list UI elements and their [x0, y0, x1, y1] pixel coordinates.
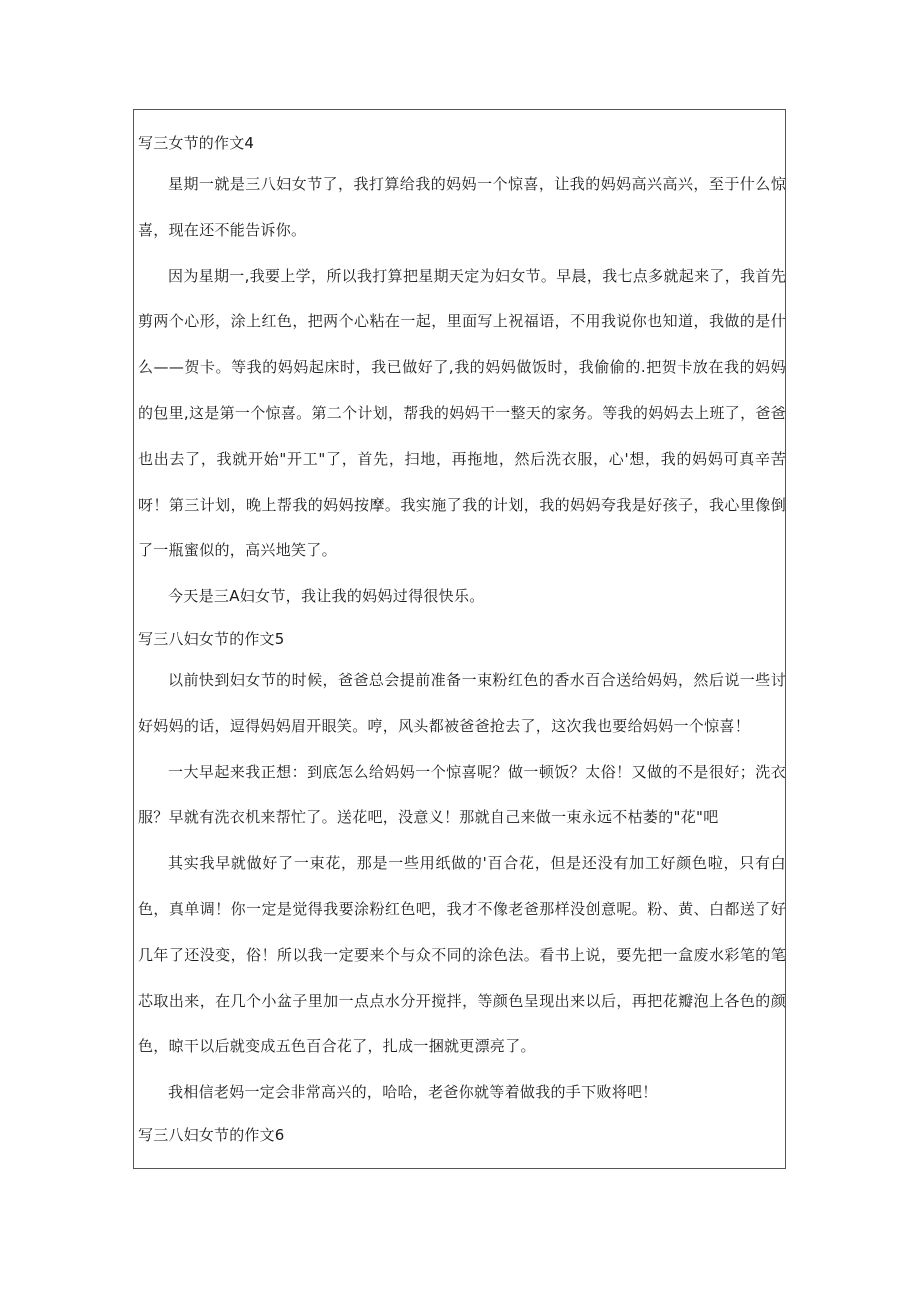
paragraph: 以前快到妇女节的时候，爸爸总会提前准备一束粉红色的香水百合送给妈妈，然后说一些讨好妈妈的话，逗得妈妈眉开眼笑。哼，风头都被爸爸抢去了，这次我也要给妈妈一个惊喜！: [138, 670, 786, 735]
document-body: [136, 124, 786, 1154]
section-heading: 写三八妇女节的作文6: [138, 1125, 285, 1144]
section-heading: 写三女节的作文4: [138, 134, 255, 152]
paragraph: 星期一就是三八妇女节了，我打算给我的妈妈一个惊喜，让我的妈妈高兴高兴，至于什么惊喜，现在还不能告诉你。: [138, 175, 786, 239]
paragraph: 今天是三A妇女节，我让我的妈妈过得很快乐。: [168, 587, 485, 606]
paragraph: 其实我早就做好了一束花，那是一些用纸做的'百合花，但是还没有加工好颜色啦，只有白色，真单调！你一定是觉得我要涂粉红色吧，我才不像老爸那样没创意呢。粉、黄、白都送了好几年了还没变，俗！所以我一定要来个与众不同的涂色法。看书上说，要先把一盒废水彩笔的笔芯取出来，在几个小盆子里加一点点水分开搅拌，等颜色呈现出来以后，再把花瓣泡上各色的颜色，晾干以后就变成五色百合花了，扎成一捆就更漂亮了。: [138, 854, 786, 1056]
section-heading: 写三八妇女节的作文5: [138, 629, 285, 648]
paragraph: 因为星期一,我要上学，所以我打算把星期天定为妇女节。早晨，我七点多就起来了，我首先剪两个心形，涂上红色，把两个心粘在一起，里面写上祝福语，不用我说你也知道，我做的是什么——贺卡。等我的妈妈起床时，我已做好了,我的妈妈做饭时，我偷偷的.把贺卡放在我的妈妈的包里,这是第一个惊喜。第二个计划，帮我的妈妈干一整天的家务。等我的妈妈去上班了，爸爸也出去了，我就开始"开工"了，首先，扫地，再拖地，然后洗衣服，心'想，我的妈妈可真辛苦呀！第三计划，晚上帮我的妈妈按摩。我实施了我的计划，我的妈妈夸我是好孩子，我心里像倒了一瓶蜜似的，高兴地笑了。: [138, 266, 786, 560]
paragraph: 我相信老妈一定会非常高兴的，哈哈，老爸你就等着做我的手下败将吧！: [168, 1083, 658, 1102]
paragraph: 一大早起来我正想：到底怎么给妈妈一个惊喜呢？做一顿饭？太俗！又做的不是很好；洗衣服？早就有洗衣机来帮忙了。送花吧，没意义！那就自己来做一束永远不枯萎的"花"吧: [138, 762, 786, 827]
